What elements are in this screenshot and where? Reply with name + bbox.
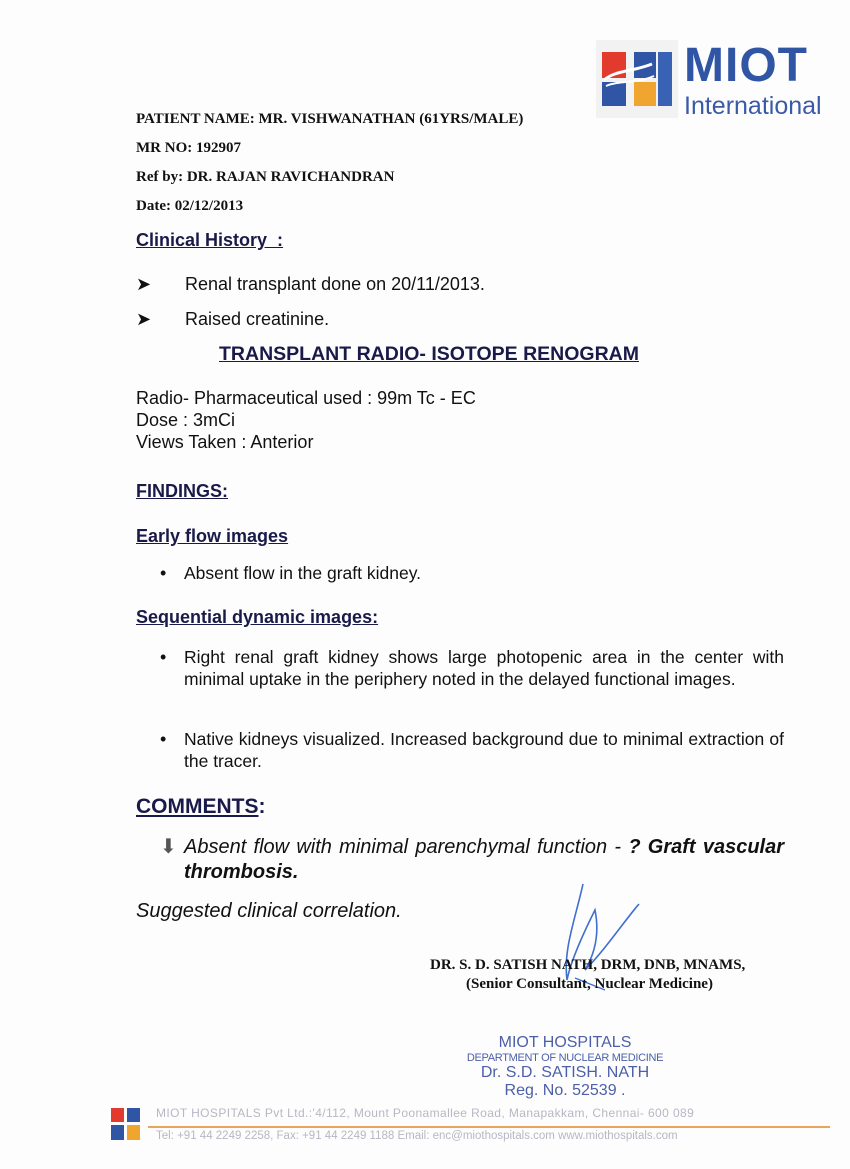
miot-logo xyxy=(596,40,836,124)
signatory-title: (Senior Consultant, Nuclear Medicine) xyxy=(466,976,713,992)
report-date: Date: 02/12/2013 xyxy=(136,198,244,214)
department-stamp xyxy=(440,1034,690,1100)
comment-item xyxy=(160,835,784,885)
clinical-history-text: Renal transplant done on 20/11/2013. xyxy=(185,274,485,294)
stamp-line-3: Dr. S.D. SATISH. NATH xyxy=(480,1064,650,1081)
logo-name: MIOT xyxy=(684,39,808,92)
comment-plain: Absent flow with minimal parenchymal function - xyxy=(184,836,629,858)
footer-rule xyxy=(148,1126,830,1128)
bullet-dot-icon: • xyxy=(160,563,167,583)
footer-contact: Tel: +91 44 2249 2258, Fax: +91 44 2249 1188 Email: enc@miothospitals.com www.miothospitals.com xyxy=(156,1130,678,1142)
report-title: TRANSPLANT RADIO- ISOTOPE RENOGRAM xyxy=(219,343,639,365)
clinical-correlation: Suggested clinical correlation. xyxy=(136,900,402,922)
sequential-text: Right renal graft kidney shows large photopenic area in the center with minimal uptake in the periphery noted in the delayed functional images. xyxy=(184,647,784,689)
signatory-name: DR. S. D. SATISH NATH, DRM, DNB, MNAMS, xyxy=(430,957,746,973)
comments-heading xyxy=(136,795,266,819)
footer-logo-icon xyxy=(111,1108,141,1140)
sequential-text: Native kidneys visualized. Increased background due to minimal extraction of the tracer. xyxy=(184,729,784,771)
comments-heading-text: COMMENTS xyxy=(136,795,259,818)
arrow-bullet-icon: ➤ xyxy=(136,274,152,294)
clinical-history-text: Raised creatinine. xyxy=(185,309,330,329)
bullet-dot-icon: • xyxy=(160,729,167,749)
pharmaceutical-line: Radio- Pharmaceutical used : 99m Tc - EC xyxy=(136,388,476,408)
clinical-history-heading: Clinical History : xyxy=(136,230,284,250)
stamp-line-2: DEPARTMENT OF NUCLEAR MEDICINE xyxy=(466,1052,664,1064)
patient-name: PATIENT NAME: MR. VISHWANATHAN (61YRS/MALE) xyxy=(136,111,524,127)
footer-address: MIOT HOSPITALS Pvt Ltd.:'4/112, Mount Poonamallee Road, Manapakkam, Chennai- 600 089 xyxy=(156,1106,695,1120)
comment-text xyxy=(184,835,784,885)
arrow-bullet-icon: ➤ xyxy=(136,309,152,329)
mr-number: MR NO: 192907 xyxy=(136,140,241,156)
logo-mark-icon xyxy=(596,40,678,118)
sequential-item xyxy=(160,646,784,690)
comments-heading-colon: : xyxy=(258,795,266,818)
early-flow-text: Absent flow in the graft kidney. xyxy=(184,563,422,583)
sequential-heading: Sequential dynamic images: xyxy=(136,607,379,627)
early-flow-heading: Early flow images xyxy=(136,526,289,546)
early-flow-item xyxy=(160,562,784,584)
bullet-dot-icon: • xyxy=(160,647,167,667)
views-line: Views Taken : Anterior xyxy=(136,432,314,452)
stamp-line-4: Reg. No. 52539 . xyxy=(504,1082,626,1099)
sequential-item xyxy=(160,728,784,772)
findings-heading: FINDINGS: xyxy=(136,481,228,501)
stamp-line-1: MIOT HOSPITALS xyxy=(498,1034,632,1051)
pin-bullet-icon: ⬇ xyxy=(160,836,177,858)
clinical-history-item xyxy=(136,309,329,330)
logo-subtitle: International xyxy=(684,92,822,120)
referred-by: Ref by: DR. RAJAN RAVICHANDRAN xyxy=(136,169,395,185)
clinical-history-item xyxy=(136,274,485,295)
comment-bold: ? Graft vascular thrombosis. xyxy=(184,836,784,883)
dose-line: Dose : 3mCi xyxy=(136,410,236,430)
